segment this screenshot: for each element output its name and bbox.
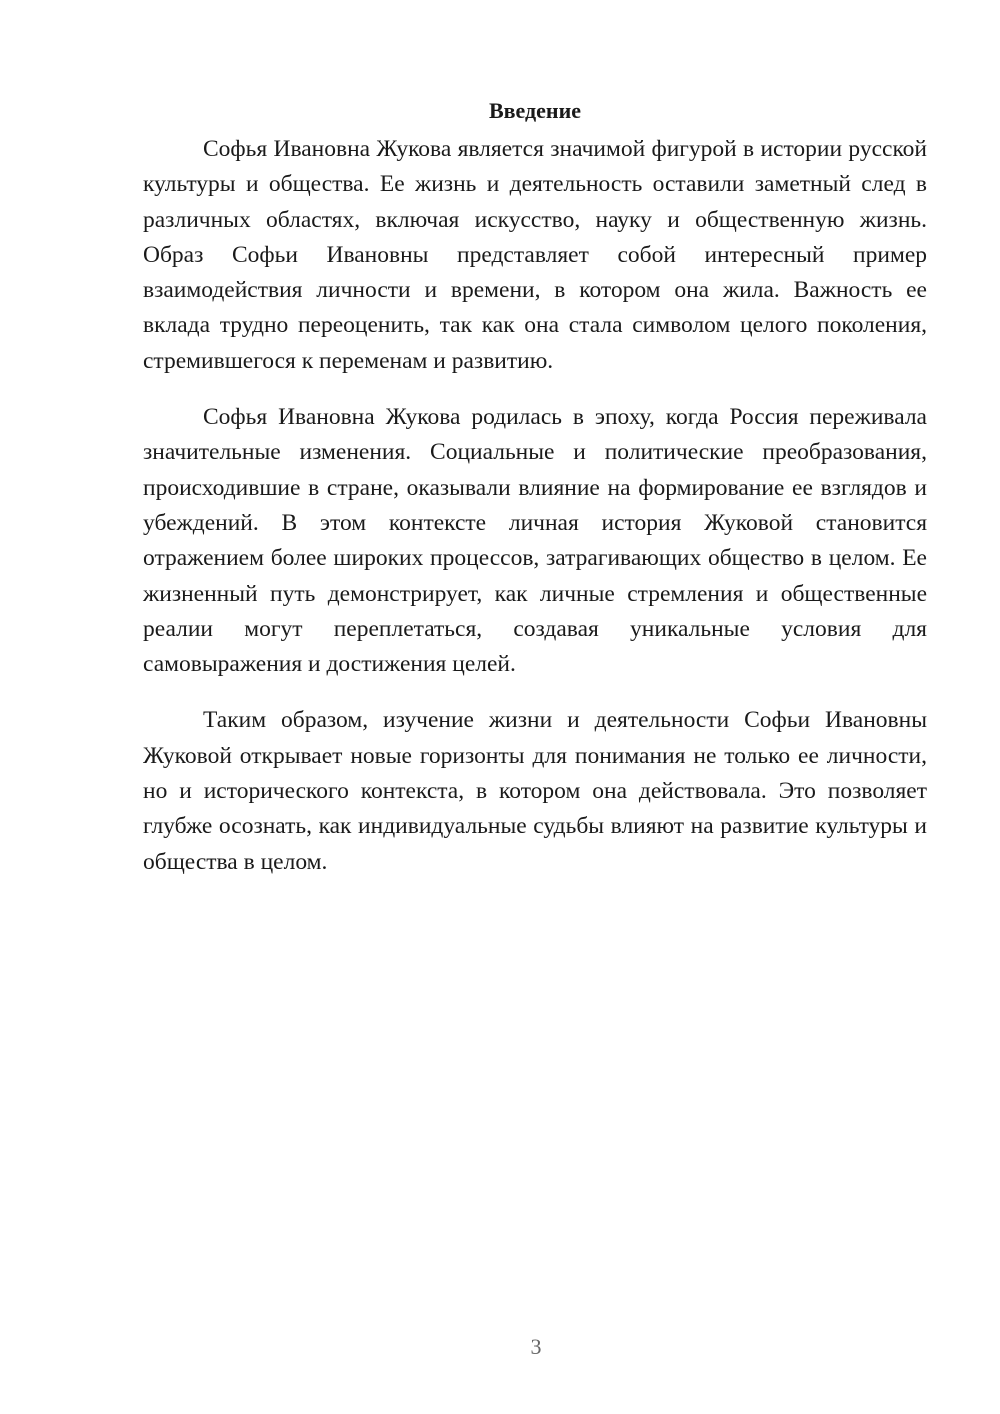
page-content xyxy=(143,96,927,901)
page-number: 3 xyxy=(530,1334,542,1359)
section-heading: Введение xyxy=(488,98,582,123)
paragraph-1: Софья Ивановна Жукова является значимой фигурой в истории русской культуры и общества. Ее жизнь и деятельность оставили заметный след в различных областях, включая искусство, науку и общественную жизнь. Образ Софьи Ивановны представляет собой интересный пример взаимодействия личности и времени, в котором она жила. Важность ее вклада трудно переоценить, так как она стала символом целого поколения, стремившегося к переменам и развитию. xyxy=(143,136,927,374)
paragraph-2: Софья Ивановна Жукова родилась в эпоху, когда Россия переживала значительные изменения. Социальные и политические преобразования, происходившие в стране, оказывали влияние на формирование ее взглядов и убеждений. В этом контексте личная история Жуковой становится отражением более широких процессов, затрагивающих общество в целом. Ее жизненный путь демонстрирует, как личные стремления и общественные реалии могут переплетаться, создавая уникальные условия для самовыражения и достижения целей. xyxy=(143,404,927,678)
paragraph-3: Таким образом, изучение жизни и деятельности Софьи Ивановны Жуковой открывает новые горизонты для понимания не только ее личности, но и исторического контекста, в котором она действовала. Это позволяет глубже осознать, как индивидуальные судьбы влияют на развитие культуры и общества в целом. xyxy=(143,707,927,875)
